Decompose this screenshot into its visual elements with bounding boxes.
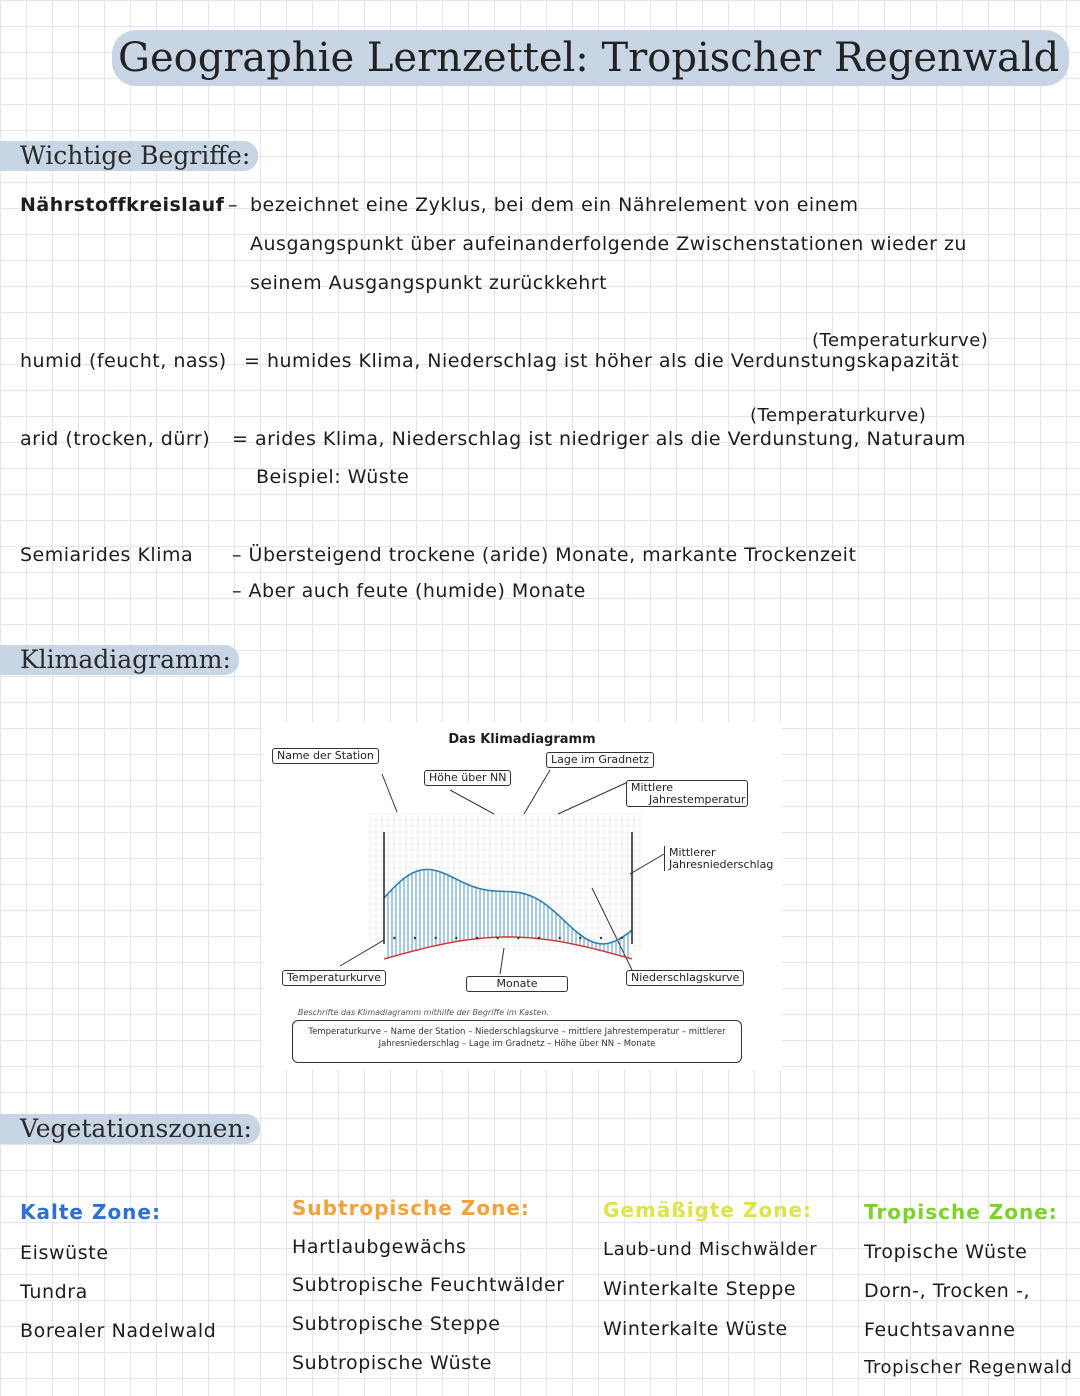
zone-item: Tropischer Regenwald [864,1357,1073,1378]
zone-heading-kalte: Kalte Zone: [20,1200,161,1224]
month-marker [579,937,581,939]
zone-item: Borealer Nadelwald [20,1320,217,1342]
definition-humid: = humides Klima, Niederschlag ist höher als die Verdunstungskapazität [244,350,960,372]
month-marker [538,937,540,939]
definition-line: – Aber auch feute (humide) Monate [232,580,586,602]
label-box-monate: Monate [466,976,568,992]
label-text: Mittlerer [669,846,716,859]
zone-item: Tundra [20,1281,88,1303]
definition-line: bezeichnet eine Zyklus, bei dem ein Nährelement von einem [250,194,859,216]
month-marker [497,937,499,939]
label-text: Mittlere [631,781,674,794]
zone-item: Winterkalte Steppe [603,1278,797,1300]
zone-item: Tropische Wüste [864,1241,1028,1263]
month-marker [414,937,416,939]
month-marker [393,937,395,939]
leader-line [500,948,504,974]
diagram-instruction: Beschrifte das Klimadiagramm mithilfe der Begriffe im Kasten. [298,1008,549,1017]
term-dash: – [228,194,238,216]
page-title: Geographie Lernzettel: Tropischer Regenwald [112,30,1069,86]
word-bank-box [292,1020,742,1063]
month-marker [435,937,437,939]
month-marker [476,937,478,939]
zone-item: Eiswüste [20,1242,109,1264]
climate-diagram-worksheet [262,722,782,1070]
label-text: Jahresniederschlag [669,857,774,871]
zone-heading-gemaessigt: Gemäßigte Zone: [603,1198,813,1222]
leader-line [524,770,550,814]
zone-heading-tropisch: Tropische Zone: [864,1200,1058,1224]
section-heading-vegetationszonen: Vegetationszonen: [0,1114,260,1144]
month-marker [559,937,561,939]
zone-item: Hartlaubgewächs [292,1236,467,1258]
label-box-mittlerer-niederschlag [664,846,783,871]
term-semiarid: Semiarides Klima [20,544,194,566]
leader-line [382,774,397,812]
word-bank-line: Jahresniederschlag – Lage im Gradnetz – Höhe über NN – Monate [378,1039,656,1049]
diagram-grid [370,814,642,950]
label-box-hoehe: Höhe über NN [424,770,511,786]
word-bank-line: Temperaturkurve – Name der Station – Niederschlagskurve – mittlere Jahrestemperatur – mittlerer [308,1027,726,1037]
climate-diagram-drawing [262,722,782,1070]
zone-heading-subtropisch: Subtropische Zone: [292,1196,530,1220]
definition-line: seinem Ausgangspunkt zurückkehrt [250,272,608,294]
label-box-mittlere-temp [626,780,748,807]
month-marker [621,937,623,939]
section-heading-begriffe: Wichtige Begriffe: [0,141,258,171]
month-marker [455,937,457,939]
term-arid: arid (trocken, dürr) [20,428,211,450]
label-box-temperaturkurve: Temperaturkurve [282,970,386,986]
leader-line [558,782,628,814]
example-arid: Beispiel: Wüste [256,466,410,488]
definition-line: – Übersteigend trockene (aride) Monate, markante Trockenzeit [232,544,857,566]
term-humid: humid (feucht, nass) [20,350,227,372]
definition-line: Ausgangspunkt über aufeinanderfolgende Zwischenstationen wieder zu [250,233,967,255]
zone-item: Laub-und Mischwälder [603,1239,818,1260]
section-heading-klimadiagramm: Klimadiagramm: [0,645,239,675]
leader-line [630,854,664,874]
zone-item: Subtropische Feuchtwälder [292,1274,565,1296]
zone-item: Subtropische Steppe [292,1313,501,1335]
term-naehrstoffkreislauf: Nährstoffkreislauf [20,194,225,216]
annotation-temperaturkurve: (Temperaturkurve) [812,330,989,351]
label-box-station: Name der Station [272,748,379,764]
month-marker [600,937,602,939]
zone-item: Winterkalte Wüste [603,1318,788,1340]
label-box-niederschlagskurve: Niederschlagskurve [626,970,744,986]
annotation-temperaturkurve: (Temperaturkurve) [750,405,927,426]
leader-line [340,940,384,966]
label-box-lage: Lage im Gradnetz [546,752,654,768]
leader-line [450,790,494,814]
month-marker [517,937,519,939]
definition-arid: = arides Klima, Niederschlag ist niedriger als die Verdunstung, Naturaum [232,428,966,450]
label-text: Jahrestemperatur [649,792,746,806]
zone-item: Subtropische Wüste [292,1352,493,1374]
zone-item: Feuchtsavanne [864,1319,1016,1341]
zone-item: Dorn-, Trocken -, [864,1280,1031,1302]
diagram-title: Das Klimadiagramm [448,732,596,747]
